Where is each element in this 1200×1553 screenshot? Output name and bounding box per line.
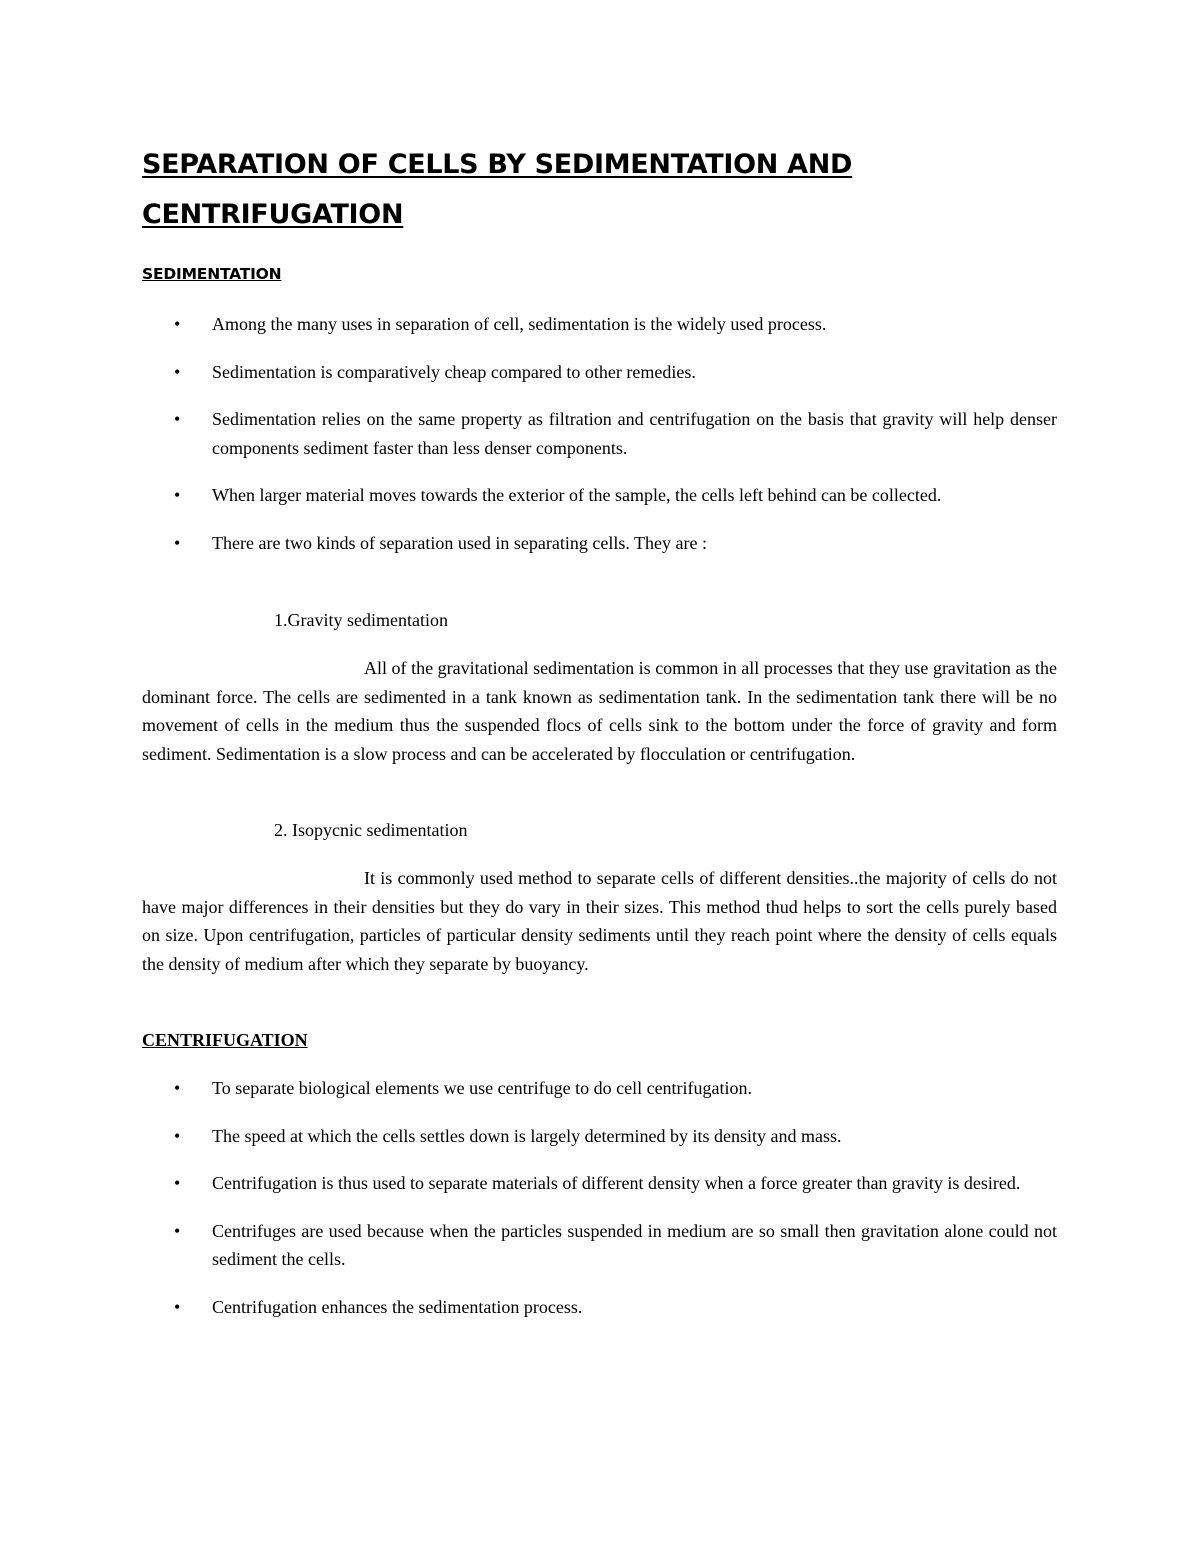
list-item-text: Sedimentation relies on the same property as filtration and centrifugation on the basis that gravity will help denser components sediment faster than less denser components. xyxy=(212,409,1057,458)
list-item xyxy=(0,529,1057,558)
list-item-text: Centrifugation enhances the sedimentation process. xyxy=(212,1296,583,1317)
bullet-icon: • xyxy=(174,1173,181,1193)
list-item-text: Among the many uses in separation of cell, sedimentation is the widely used process. xyxy=(212,314,827,334)
list-item xyxy=(0,1217,1057,1274)
isopycnic-sedimentation-heading: 2. Isopycnic sedimentation xyxy=(274,820,468,840)
list-item-text: The speed at which the cells settles down is largely determined by its density and mass. xyxy=(212,1125,842,1146)
centrifugation-heading: CENTRIFUGATION xyxy=(142,1030,308,1050)
list-item-text: When larger material moves towards the exterior of the sample, the cells left behind can be collected. xyxy=(212,485,942,505)
list-item xyxy=(0,1074,1057,1103)
bullet-icon: • xyxy=(174,532,181,553)
bullet-icon: • xyxy=(174,314,181,334)
list-item xyxy=(0,481,1057,510)
bullet-icon: • xyxy=(174,1125,181,1146)
list-item xyxy=(0,1122,1057,1151)
list-item-text: To separate biological elements we use centrifuge to do cell centrifugation. xyxy=(212,1078,753,1098)
list-item-text: Centrifugation is thus used to separate materials of different density when a force greater than gravity is desired. xyxy=(212,1173,1021,1193)
list-item-text: Centrifuges are used because when the particles suspended in medium are so small then gravitation alone could not sediment the cells. xyxy=(212,1220,1057,1269)
bullet-icon: • xyxy=(174,409,181,429)
list-item xyxy=(0,1293,1057,1322)
centrifugation-bullet-list xyxy=(0,1074,1057,1340)
bullet-icon: • xyxy=(174,1296,181,1317)
list-item-text: There are two kinds of separation used in separating cells. They are : xyxy=(212,532,707,553)
list-item xyxy=(0,405,1057,462)
document-title: SEPARATION OF CELLS BY SEDIMENTATION AND CENTRIFUGATION xyxy=(142,149,853,230)
gravity-sedimentation-paragraph: All of the gravitational sedimentation is common in all processes that they use gravitation as the dominant force. The cells are sedimented in a tank known as sedimentation tank. In the sedimentation tank there will be no movement of cells in the medium thus the suspended flocs of cells sink to the bottom under the force of gravity and form sediment. Sedimentation is a slow process and can be accelerated by flocculation or centrifugation. xyxy=(142,658,1057,764)
sedimentation-heading: SEDIMENTATION xyxy=(142,265,282,283)
bullet-icon: • xyxy=(174,361,181,382)
list-item xyxy=(0,358,1057,387)
list-item-text: Sedimentation is comparatively cheap compared to other remedies. xyxy=(212,361,696,382)
bullet-icon: • xyxy=(174,485,181,505)
bullet-icon: • xyxy=(174,1078,181,1098)
bullet-icon: • xyxy=(174,1220,181,1241)
list-item xyxy=(0,310,1057,339)
list-item xyxy=(0,1169,1057,1198)
gravity-sedimentation-heading: 1.Gravity sedimentation xyxy=(274,610,448,630)
isopycnic-sedimentation-paragraph: It is commonly used method to separate cells of different densities..the majority of cells do not have major differences in their densities but they do vary in their sizes. This method thud helps to sort the cells purely based on size. Upon centrifugation, particles of particular density sediments until they reach point where the density of cells equals the density of medium after which they separate by buoyancy. xyxy=(142,868,1057,974)
sedimentation-bullet-list xyxy=(0,310,1057,576)
